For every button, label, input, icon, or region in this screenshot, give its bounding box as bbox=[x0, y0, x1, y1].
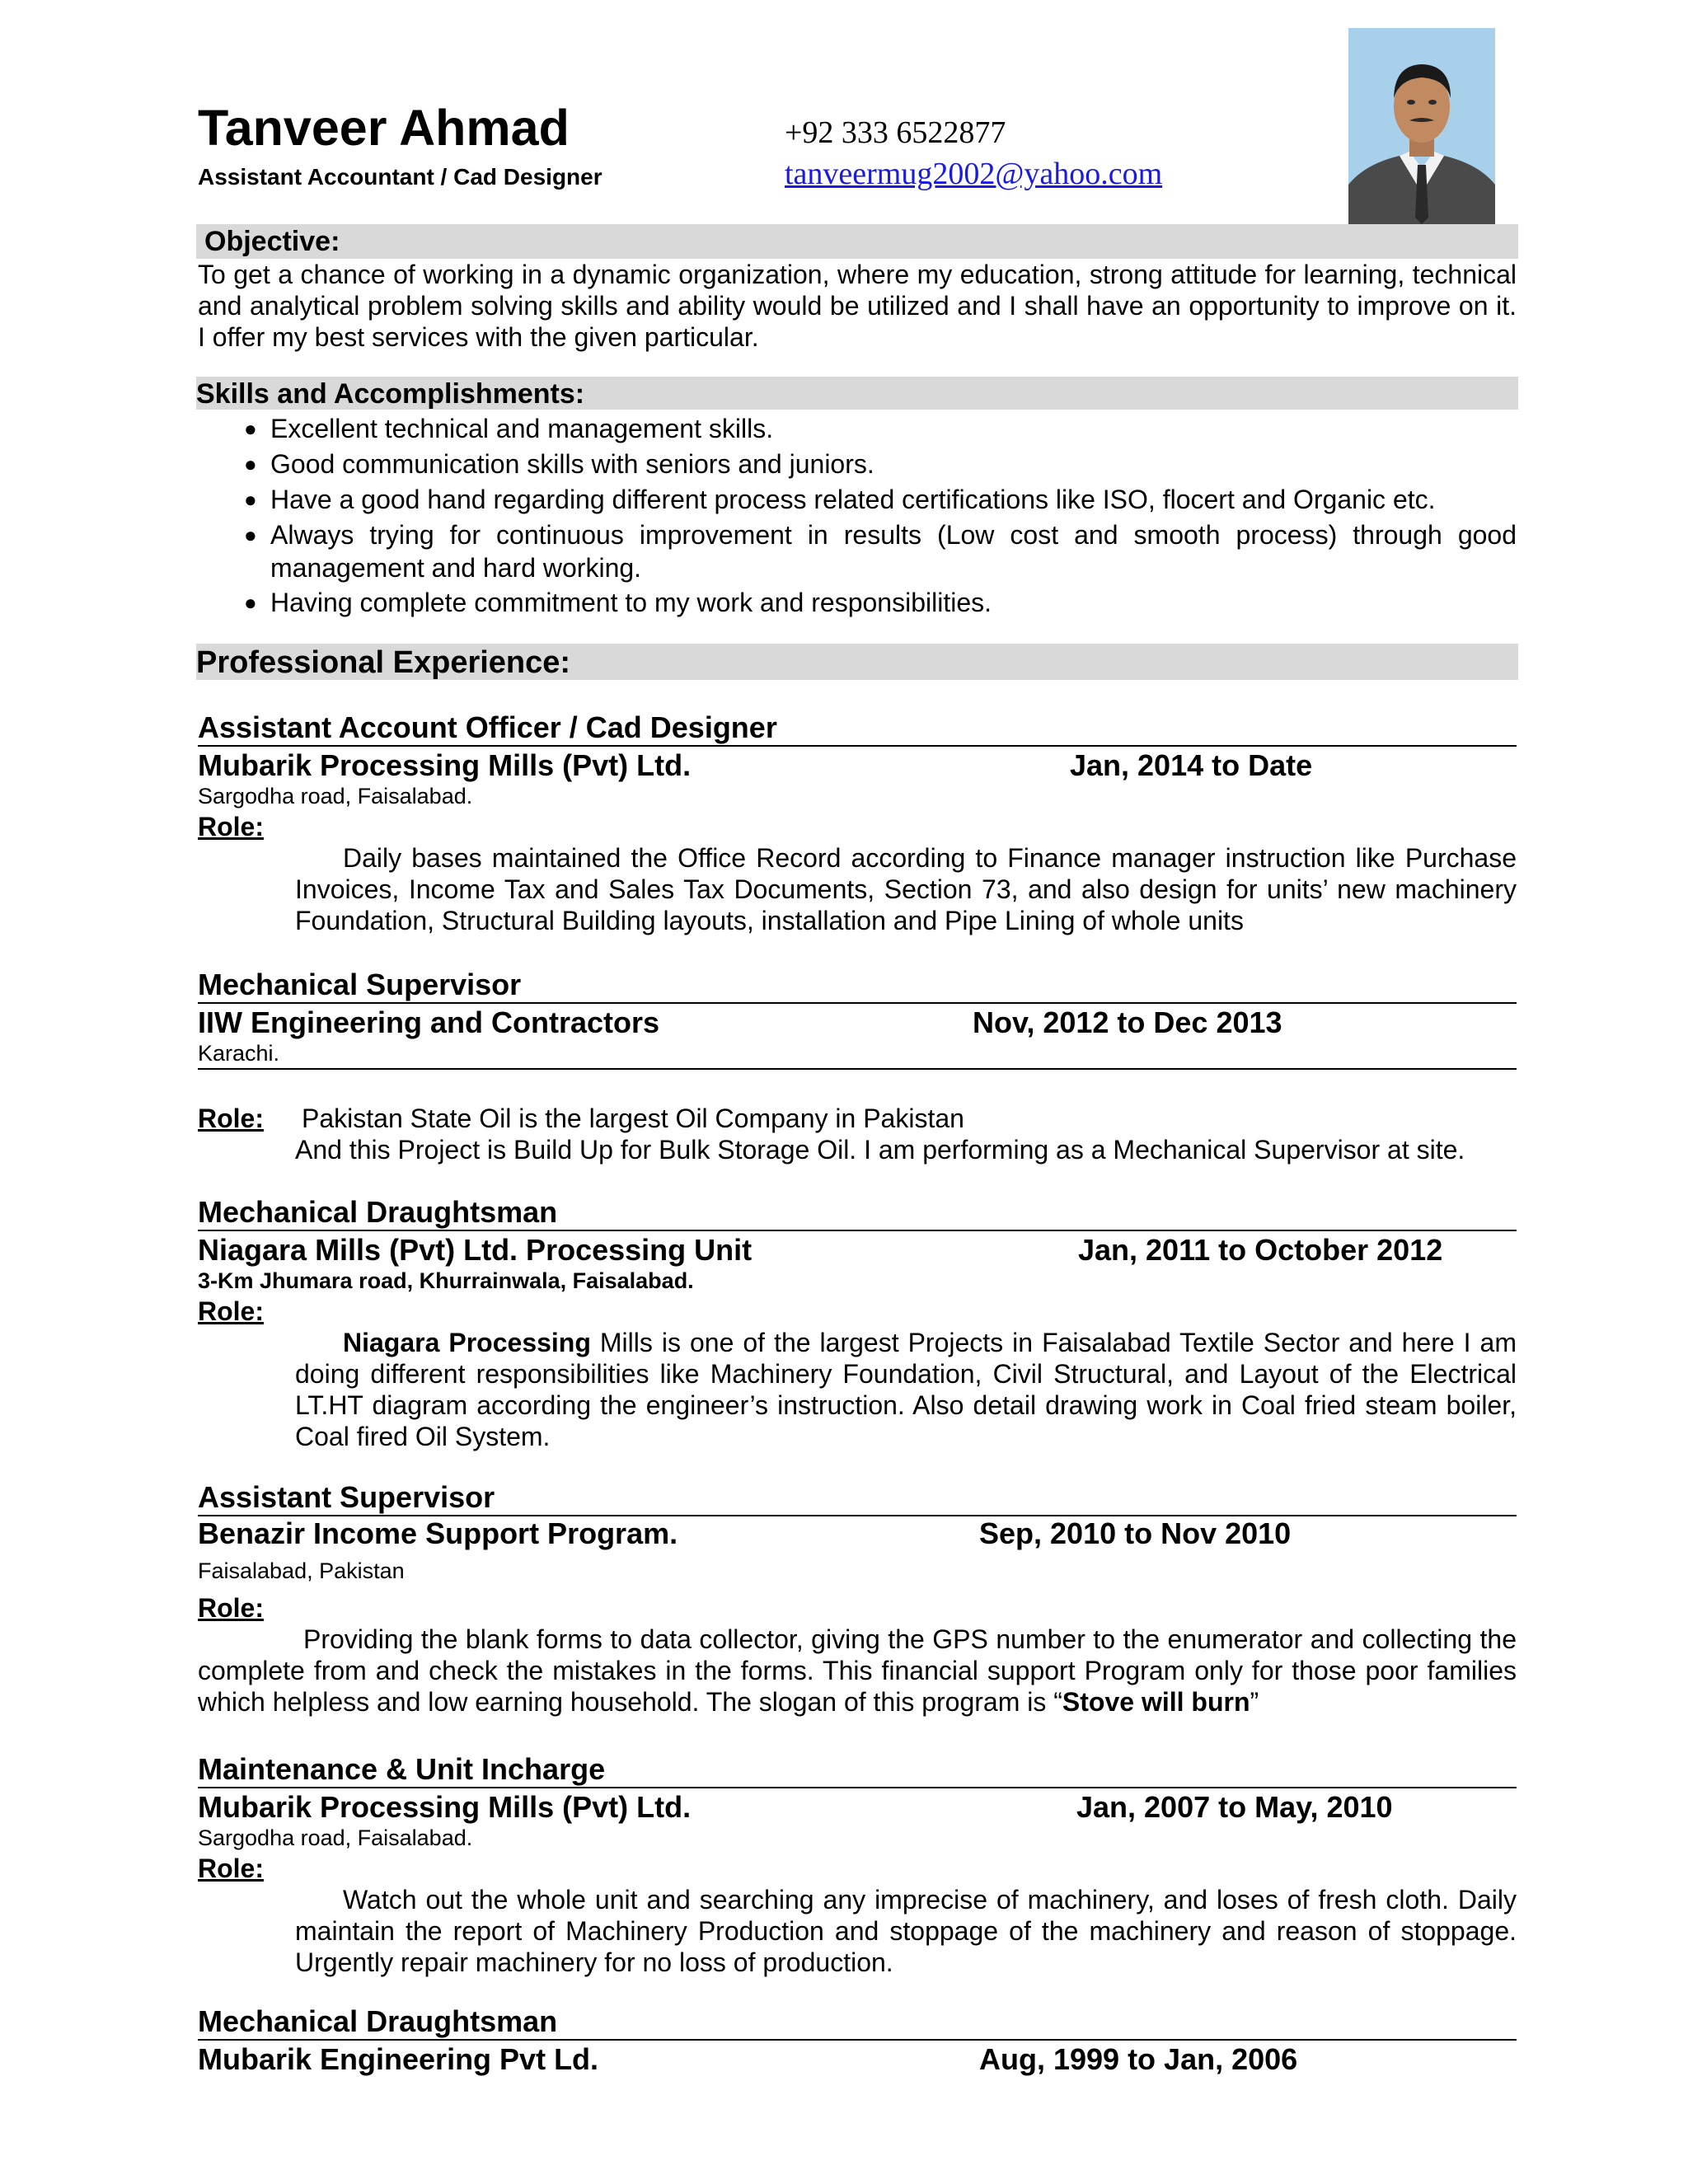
skill-item: ● Excellent technical and management skills. bbox=[239, 412, 1517, 446]
bullet-icon: ● bbox=[244, 487, 257, 512]
role-description: Providing the blank forms to data collector, giving the GPS number to the enumerator and collecting the complete from and check the mistakes in the forms. This financial support Program only for those poor families which helpless and low earning household. The slogan of this program is “Stove will burn” bbox=[198, 1624, 1517, 1717]
skill-item: ● Have a good hand regarding different process related certifications like ISO, flocert and Organic etc. bbox=[239, 483, 1517, 517]
role-label: Role: bbox=[198, 1593, 264, 1623]
job-title: Assistant Supervisor bbox=[198, 1480, 1517, 1516]
role-label: Role: bbox=[198, 1854, 264, 1883]
role-description-line1: Pakistan State Oil is the largest Oil Company in Pakistan bbox=[302, 1104, 964, 1133]
company-name: Benazir Income Support Program. bbox=[198, 1516, 678, 1550]
skills-list bbox=[239, 412, 1517, 621]
experience-heading: Professional Experience: bbox=[196, 644, 1518, 680]
divider bbox=[198, 1068, 1517, 1070]
skill-item: ● Having complete commitment to my work and responsibilities. bbox=[239, 586, 1517, 620]
role-description: Niagara Processing Mills is one of the largest Projects in Faisalabad Textile Sector and here I am doing different responsibilities like Machinery Foundation, Civil Structural, and Layout of the Electrical LT.HT diagram according the engineer’s instruction. Also detail drawing work in Coal fried steam boiler, Coal fired Oil System. bbox=[295, 1328, 1517, 1451]
job-dates: Sep, 2010 to Nov 2010 bbox=[979, 1516, 1292, 1550]
job-title: Mechanical Draughtsman bbox=[198, 1195, 1517, 1231]
email-link[interactable]: tanveermug2002@yahoo.com bbox=[785, 157, 1163, 191]
company-name: Mubarik Processing Mills (Pvt) Ltd. bbox=[198, 748, 692, 782]
role-description: Daily bases maintained the Office Record according to Finance manager instruction like Purchase Invoices, Income Tax and Sales Tax Documents, Section 73, and also design for units’ new machinery Foundation, Structural Building layouts, installation and Pipe Lining of whole units bbox=[295, 843, 1517, 935]
objective-heading: Objective: bbox=[196, 224, 1518, 259]
slogan: Stove will burn bbox=[1062, 1687, 1250, 1717]
candidate-title: Assistant Accountant / Cad Designer bbox=[198, 164, 603, 190]
job-dates: Jan, 2007 to May, 2010 bbox=[1076, 1790, 1393, 1824]
skill-item: ● Good communication skills with seniors and juniors. bbox=[239, 448, 1517, 481]
job-dates: Aug, 1999 to Jan, 2006 bbox=[979, 2042, 1298, 2076]
role-label: Role: bbox=[198, 812, 264, 841]
job-title: Assistant Account Officer / Cad Designer bbox=[198, 710, 1517, 747]
role-description: Watch out the whole unit and searching any imprecise of machinery, and loses of fresh cloth. Daily maintain the report of Machinery Production and stoppage of the machinery and reason of stoppage. Urgently repair machinery for no loss of production. bbox=[295, 1885, 1517, 1977]
objective-text: To get a chance of working in a dynamic organization, where my education, strong attitude for learning, technical and analytical problem solving skills and ability would be utilized and I shall have an opportunity to improve on it. I offer my best services with the given particular. bbox=[198, 260, 1517, 352]
bullet-icon: ● bbox=[244, 590, 257, 615]
skill-item: ● Always trying for continuous improvement in results (Low cost and smooth process) through good management and hard working. bbox=[244, 520, 1517, 583]
skills-heading: Skills and Accomplishments: bbox=[196, 377, 1518, 410]
job-location: Sargodha road, Faisalabad. bbox=[198, 784, 473, 808]
company-name: Mubarik Engineering Pvt Ld. bbox=[198, 2042, 599, 2076]
job-location: Karachi. bbox=[198, 1041, 280, 1066]
profile-photo bbox=[1348, 28, 1495, 224]
bullet-icon: ● bbox=[244, 523, 257, 547]
company-name: Niagara Mills (Pvt) Ltd. Processing Unit bbox=[198, 1233, 753, 1267]
profile-photo-image bbox=[1348, 28, 1495, 224]
bullet-icon: ● bbox=[244, 416, 257, 441]
job-location: Sargodha road, Faisalabad. bbox=[198, 1825, 473, 1850]
job-location: 3-Km Jhumara road, Khurrainwala, Faisalabad. bbox=[198, 1268, 694, 1293]
role-description-line2: And this Project is Build Up for Bulk Storage Oil. I am performing as a Mechanical Supervisor at site. bbox=[295, 1135, 1465, 1165]
job-title: Mechanical Draughtsman bbox=[198, 2004, 1517, 2041]
job-dates: Jan, 2014 to Date bbox=[1070, 748, 1313, 782]
role-label: Role: bbox=[198, 1104, 264, 1133]
role-highlight: Niagara Processing bbox=[343, 1328, 591, 1357]
candidate-name: Tanveer Ahmad bbox=[198, 100, 570, 156]
job-title: Maintenance & Unit Incharge bbox=[198, 1752, 1517, 1788]
role-label: Role: bbox=[198, 1296, 264, 1326]
company-name: IIW Engineering and Contractors bbox=[198, 1005, 660, 1039]
company-name: Mubarik Processing Mills (Pvt) Ltd. bbox=[198, 1790, 692, 1824]
job-title: Mechanical Supervisor bbox=[198, 968, 1517, 1004]
job-dates: Nov, 2012 to Dec 2013 bbox=[973, 1005, 1282, 1039]
bullet-icon: ● bbox=[244, 452, 257, 476]
phone-number: +92 333 6522877 bbox=[785, 115, 1006, 150]
job-location: Faisalabad, Pakistan bbox=[198, 1558, 405, 1583]
job-dates: Jan, 2011 to October 2012 bbox=[1078, 1233, 1443, 1267]
